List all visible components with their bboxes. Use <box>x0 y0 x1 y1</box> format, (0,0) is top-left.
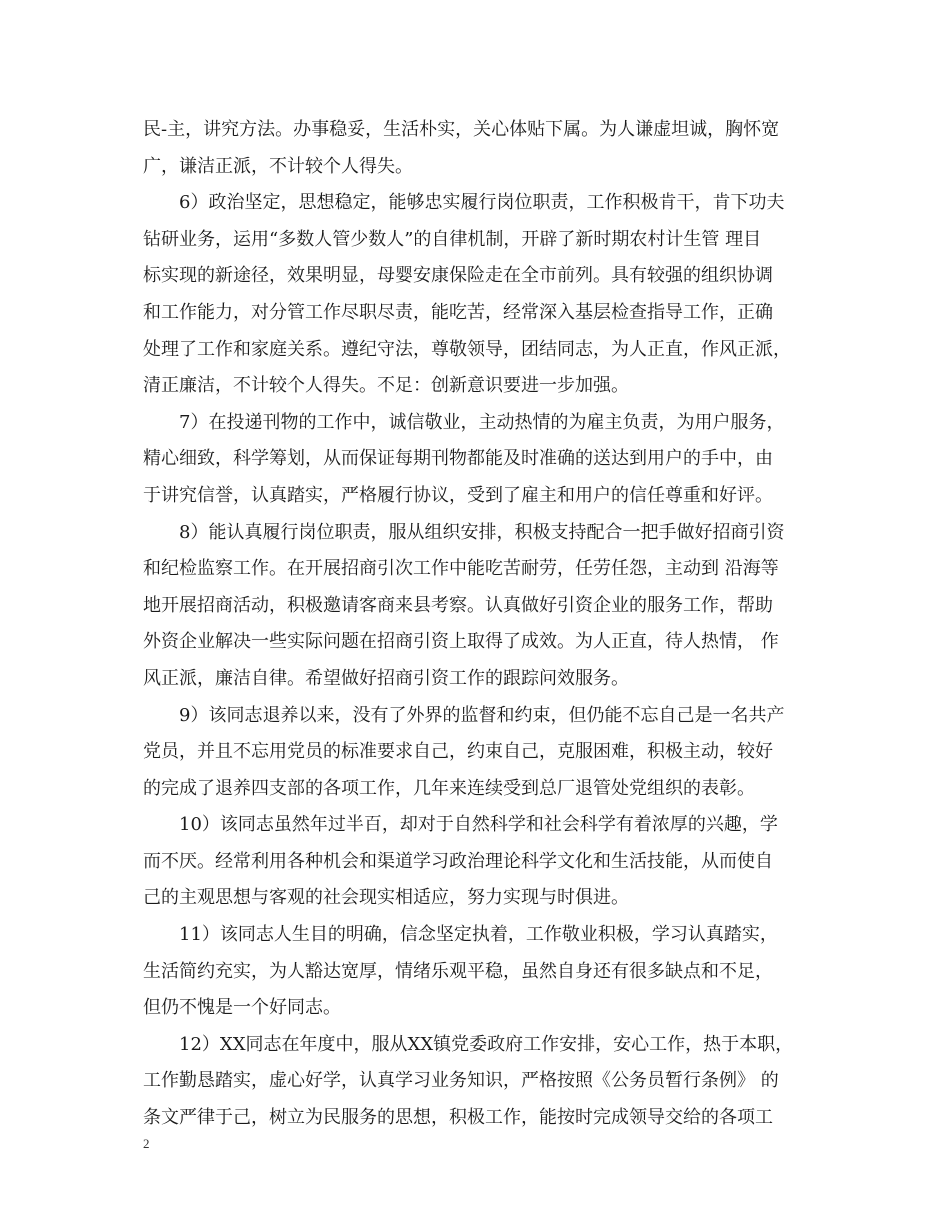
text-line: 而不厌。经常利用各种机会和渠道学习政治理论科学文化和生活技能，从而使自 <box>143 850 773 872</box>
text-line: 己的主观思想与客观的社会现实相适应，努力实现与时俱进。 <box>143 887 629 909</box>
text-line: 地开展招商活动，积极邀请客商来县考察。认真做好引资企业的服务工作，帮助 <box>143 594 773 616</box>
text-line: 10）该同志虽然年过半百，却对于自然科学和社会科学有着浓厚的兴趣，学 <box>143 814 778 836</box>
paragraph-item-6 <box>143 185 823 405</box>
paragraph-item-7 <box>143 405 823 515</box>
text-line: 条文严律于己，树立为民服务的思想，积极工作，能按时完成领导交给的各项工 <box>143 1107 773 1129</box>
text-line: 7）在投递刊物的工作中，诚信敬业，主动热情的为雇主负责，为用户服务， <box>143 411 785 433</box>
text-line: 于讲究信誉，认真踏实，严格履行协议，受到了雇主和用户的信任尊重和好评。 <box>143 484 773 506</box>
text-line: 生活简约充实，为人豁达宽厚，情绪乐观平稳，虽然自身还有很多缺点和不足， <box>143 960 773 982</box>
paragraph-item-10 <box>143 807 823 917</box>
text-line: 风正派，廉洁自律。希望做好招商引资工作的跟踪问效服务。 <box>143 667 629 689</box>
paragraph-item-11 <box>143 917 823 1027</box>
text-line: 但仍不愧是一个好同志。 <box>143 997 341 1019</box>
paragraph-item-9 <box>143 698 823 808</box>
text-line: 的完成了退养四支部的各项工作，几年来连续受到总厂退管处党组织的表彰。 <box>143 777 755 799</box>
text-line: 9）该同志退养以来，没有了外界的监督和约束，但仍能不忘自己是一名共产 <box>143 704 785 726</box>
text-line: 11）该同志人生目的明确，信念坚定执着，工作敬业积极，学习认真踏实， <box>143 924 778 946</box>
page-number: 2 <box>143 1136 150 1151</box>
text-line: 处理了工作和家庭关系。遵纪守法，尊敬领导，团结同志，为人正直，作风正派， <box>143 338 791 360</box>
text-line: 和纪检监察工作。在开展招商引次工作中能吃苦耐劳，任劳任怨，主动到 沿海等 <box>143 558 779 580</box>
text-line: 外资企业解决一些实际问题在招商引资上取得了成效。为人正直，待人热情， 作 <box>143 631 779 653</box>
body-text <box>143 112 823 1137</box>
text-line: 党员，并且不忘用党员的标准要求自己，约束自己，克服困难，积极主动，较好 <box>143 741 773 763</box>
text-line: 民-主，讲究方法。办事稳妥，生活朴实，关心体贴下属。为人谦虚坦诚，胸怀宽 <box>143 119 780 140</box>
text-line: 钻研业务，运用“多数人管少数人”的自律机制，开辟了新时期农村计生管 理目 <box>143 228 762 250</box>
text-line: 清正廉洁，不计较个人得失。不足：创新意识要进一步加强。 <box>143 375 629 397</box>
text-line: 标实现的新途径，效果明显，母婴安康保险走在全市前列。具有较强的组织协调 <box>143 265 773 287</box>
paragraph-item-8 <box>143 515 823 698</box>
text-line: 8）能认真履行岗位职责，服从组织安排，积极支持配合一把手做好招商引资 <box>143 521 785 543</box>
text-line: 广，谦洁正派，不计较个人得失。 <box>143 155 413 177</box>
text-line: 12）XX同志在年度中，服从XX镇党委政府工作安排，安心工作，热于本职， <box>143 1033 794 1055</box>
text-line: 工作勤恳踏实，虚心好学，认真学习业务知识，严格按照《公务员暂行条例》 的 <box>143 1070 779 1092</box>
text-line: 6）政治坚定，思想稳定，能够忠实履行岗位职责，工作积极肯干，肯下功夫 <box>143 192 785 214</box>
text-line: 精心细致，科学筹划，从而保证每期刊物都能及时准确的送达到用户的手中，由 <box>143 448 773 470</box>
text-line: 和工作能力，对分管工作尽职尽责，能吃苦，经常深入基层检查指导工作，正确 <box>143 301 773 323</box>
paragraph-item-12 <box>143 1027 823 1137</box>
paragraph-continuation <box>143 112 823 185</box>
